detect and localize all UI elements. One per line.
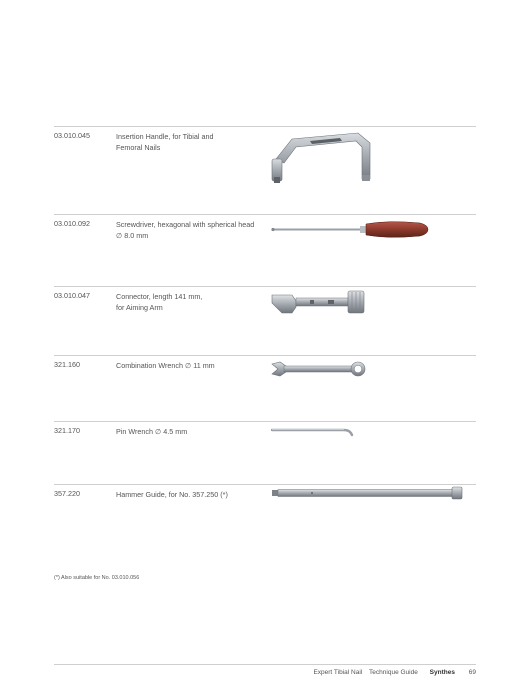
hammer-guide-image [270,485,476,555]
instrument-row [54,214,476,285]
article-number: 03.010.092 [54,219,90,228]
footer-subtitle: Technique Guide [369,669,418,676]
article-number: 321.160 [54,360,80,369]
footer-brand: Synthes [429,669,455,676]
footer-title: Expert Tibial Nail [313,669,363,676]
pin-wrench-image [270,422,476,492]
insertion-handle-image [270,127,476,197]
combination-wrench-image [270,356,476,426]
instrument-row [54,286,476,357]
item-description: Pin Wrench ∅ 4.5 mm [116,427,188,436]
footnote: (*) Also suitable for No. 03.010.056 [54,575,140,581]
article-number: 357.220 [54,489,80,498]
instrument-row [54,126,476,197]
connector-image [270,287,476,357]
item-description: Hammer Guide, for No. 357.250 (*) [116,490,228,499]
footer-rule [54,664,476,665]
instrument-row [54,421,476,492]
instrument-row [54,484,476,555]
instrument-row [54,355,476,426]
item-description: Screwdriver, hexagonal with spherical head ∅ 8.0 mm [116,220,255,240]
article-number: 03.010.047 [54,291,90,300]
screwdriver-image [270,215,476,285]
item-description: Connector, length 141 mm, for Aiming Arm [116,292,203,312]
page-number: 69 [468,669,476,676]
article-number: 03.010.045 [54,131,90,140]
item-description: Insertion Handle, for Tibial and Femoral Nails [116,132,214,152]
item-description: Combination Wrench ∅ 11 mm [116,361,215,370]
page-footer [308,669,476,676]
article-number: 321.170 [54,426,80,435]
